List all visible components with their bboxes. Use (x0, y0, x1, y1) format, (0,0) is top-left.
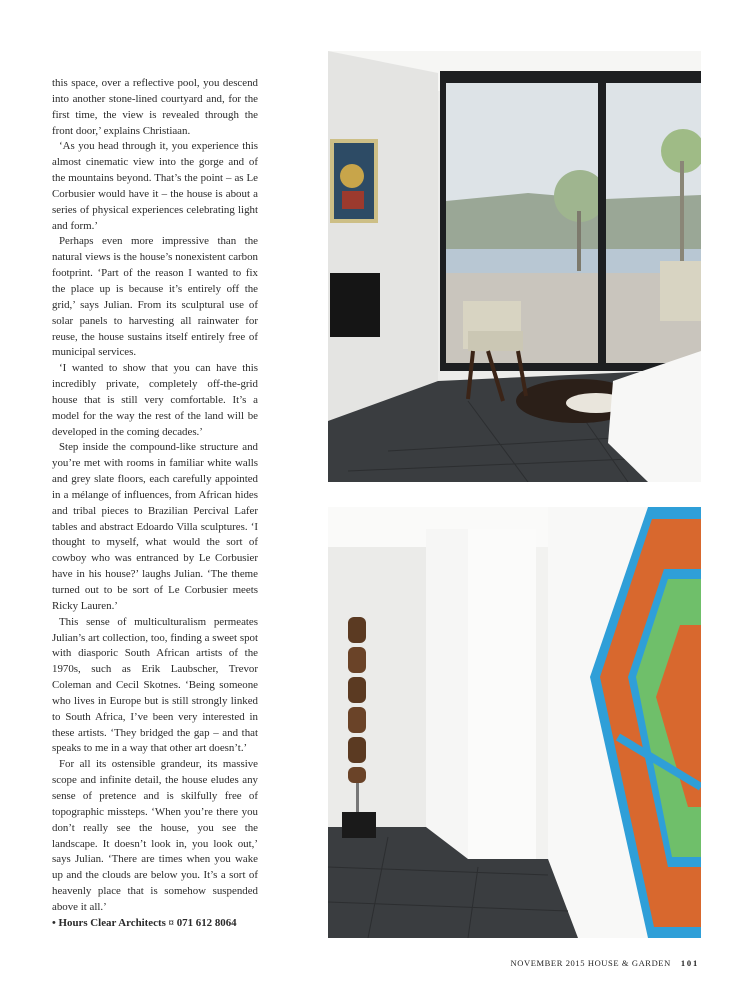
article-paragraph: Perhaps even more impressive than the natural views is the house’s nonexistent carbon footprint. ‘Part of the reason I wanted to fix the place up is because it’s entirely off the grid,’ says Julian. From its sculptural use of solar panels to harvesting all rainwater for reuse, the house sustains itself entirely free of municipal services. (52, 235, 258, 359)
architect-name: • Hours Clear Architects (52, 916, 166, 929)
issue-label: NOVEMBER 2015 HOUSE & GARDEN (510, 958, 671, 968)
article-body (52, 76, 258, 932)
article-paragraph: ‘As you head through it, you experience this almost cinematic view into the gorge and of the mountains beyond. That’s the point – as Le Corbusier would have it – the house is about a series of physical experiences celebrating light and form.’ (52, 140, 258, 232)
hallway-photo (328, 507, 701, 938)
article-paragraph: ‘I wanted to show that you can have this incredibly private, completely off-the-grid house that is still very comfortable. It’s a model for the way the rest of the land will be developed in the coming decades.’ (52, 362, 258, 438)
bedroom-photo (328, 51, 701, 482)
architect-credit (52, 916, 258, 932)
page-footer (510, 958, 699, 968)
architect-phone: ¤ 071 612 8064 (168, 916, 237, 929)
article-paragraph: Step inside the compound-like structure and you’re met with rooms in familiar white walls and grey slate floors, each carefully appointed in a mélange of influences, from African hides and tribal pieces to Brazilian Percival Lafer tables and abstract Edoardo Villa sculptures. ‘I thought to myself, what would the sort of cowboy who was entranced by Le Corbusier have in his house?’ laughs Julian. ‘The theme turned out to be sort of Le Corbusier meets Ricky Lauren.’ (52, 441, 258, 612)
article-paragraph: this space, over a reflective pool, you descend into another stone-lined courtyard and, for the first time, the view is revealed through the front door,’ explains Christiaan. (52, 77, 258, 137)
article-paragraph: This sense of multiculturalism permeates Julian’s art collection, too, finding a sweet spot with diasporic South African artists of the 1970s, such as Erik Laubscher, Trevor Coleman and Cecil Skotnes. ‘Being someone who lives in Europe but is still strongly linked to South Africa, I’ve been very interested in these artists. ‘They bridged the gap – and that speaks to me in a way that other art doesn’t.’ (52, 615, 258, 755)
page-number: 101 (680, 958, 699, 968)
article-paragraph: For all its ostensible grandeur, its massive scope and infinite detail, the house eludes any sense of pretence and is skilfully free of topographic missteps. ‘When you’re there you don’t really see the house, you see the landscape. It doesn’t look in, you look out,’ says Julian. ‘There are times when you wake up and the clouds are below you. It’s a sort of heavenly place that is somehow suspended above it all.’ (52, 758, 258, 913)
